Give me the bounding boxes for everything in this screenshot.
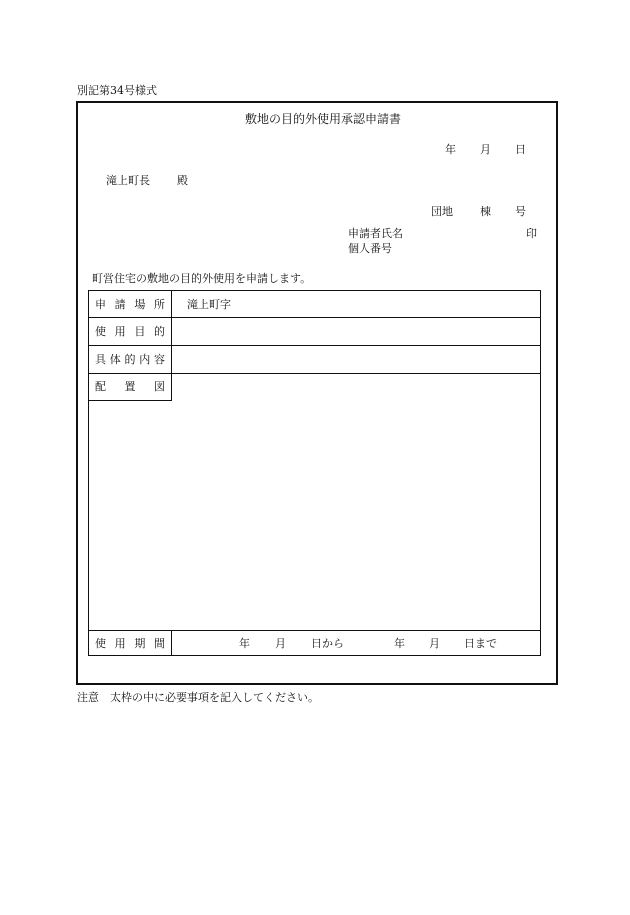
- note: 注意 太枠の中に必要事項を記入してください。: [77, 691, 319, 704]
- row-divider: [89, 317, 540, 318]
- location-label: 申 請 場 所: [95, 298, 165, 311]
- location-value[interactable]: 滝上町字: [187, 298, 231, 311]
- row-divider: [89, 345, 540, 346]
- statement: 町営住宅の敷地の目的外使用を申請します。: [92, 272, 312, 285]
- layout-label: 配 置 図: [95, 380, 165, 393]
- period-from-year: 年: [239, 637, 250, 650]
- addressee-honorific: 殿: [177, 174, 188, 187]
- applicant-name-label: 申請者氏名: [348, 227, 403, 240]
- address-go: 号: [515, 205, 526, 218]
- date-day: 日: [515, 143, 526, 156]
- column-divider: [171, 291, 172, 401]
- details-label: 具 体 的 内 容: [95, 353, 165, 366]
- form-number: 別記第34号様式: [77, 84, 157, 97]
- row-divider: [89, 630, 540, 631]
- column-divider: [171, 630, 172, 655]
- period-to-year: 年: [394, 637, 405, 650]
- period-to-day: 日まで: [464, 637, 497, 650]
- purpose-label: 使 用 目 的: [95, 325, 165, 338]
- period-label: 使 用 期 間: [95, 637, 165, 650]
- seal-mark: 印: [526, 227, 537, 240]
- date-year: 年: [445, 143, 456, 156]
- period-to-month: 月: [429, 637, 440, 650]
- form-title: 敷地の目的外使用承認申請書: [245, 112, 402, 126]
- period-from-day: 日から: [311, 637, 344, 650]
- label-cell-bottom: [89, 400, 171, 401]
- period-from-month: 月: [275, 637, 286, 650]
- row-divider: [89, 373, 540, 374]
- address-to: 棟: [480, 205, 491, 218]
- address-danchi: 団地: [431, 205, 453, 218]
- application-table: [88, 290, 541, 656]
- addressee-name: 滝上町長: [106, 174, 150, 187]
- applicant-id-label: 個人番号: [348, 242, 392, 255]
- date-month: 月: [480, 143, 491, 156]
